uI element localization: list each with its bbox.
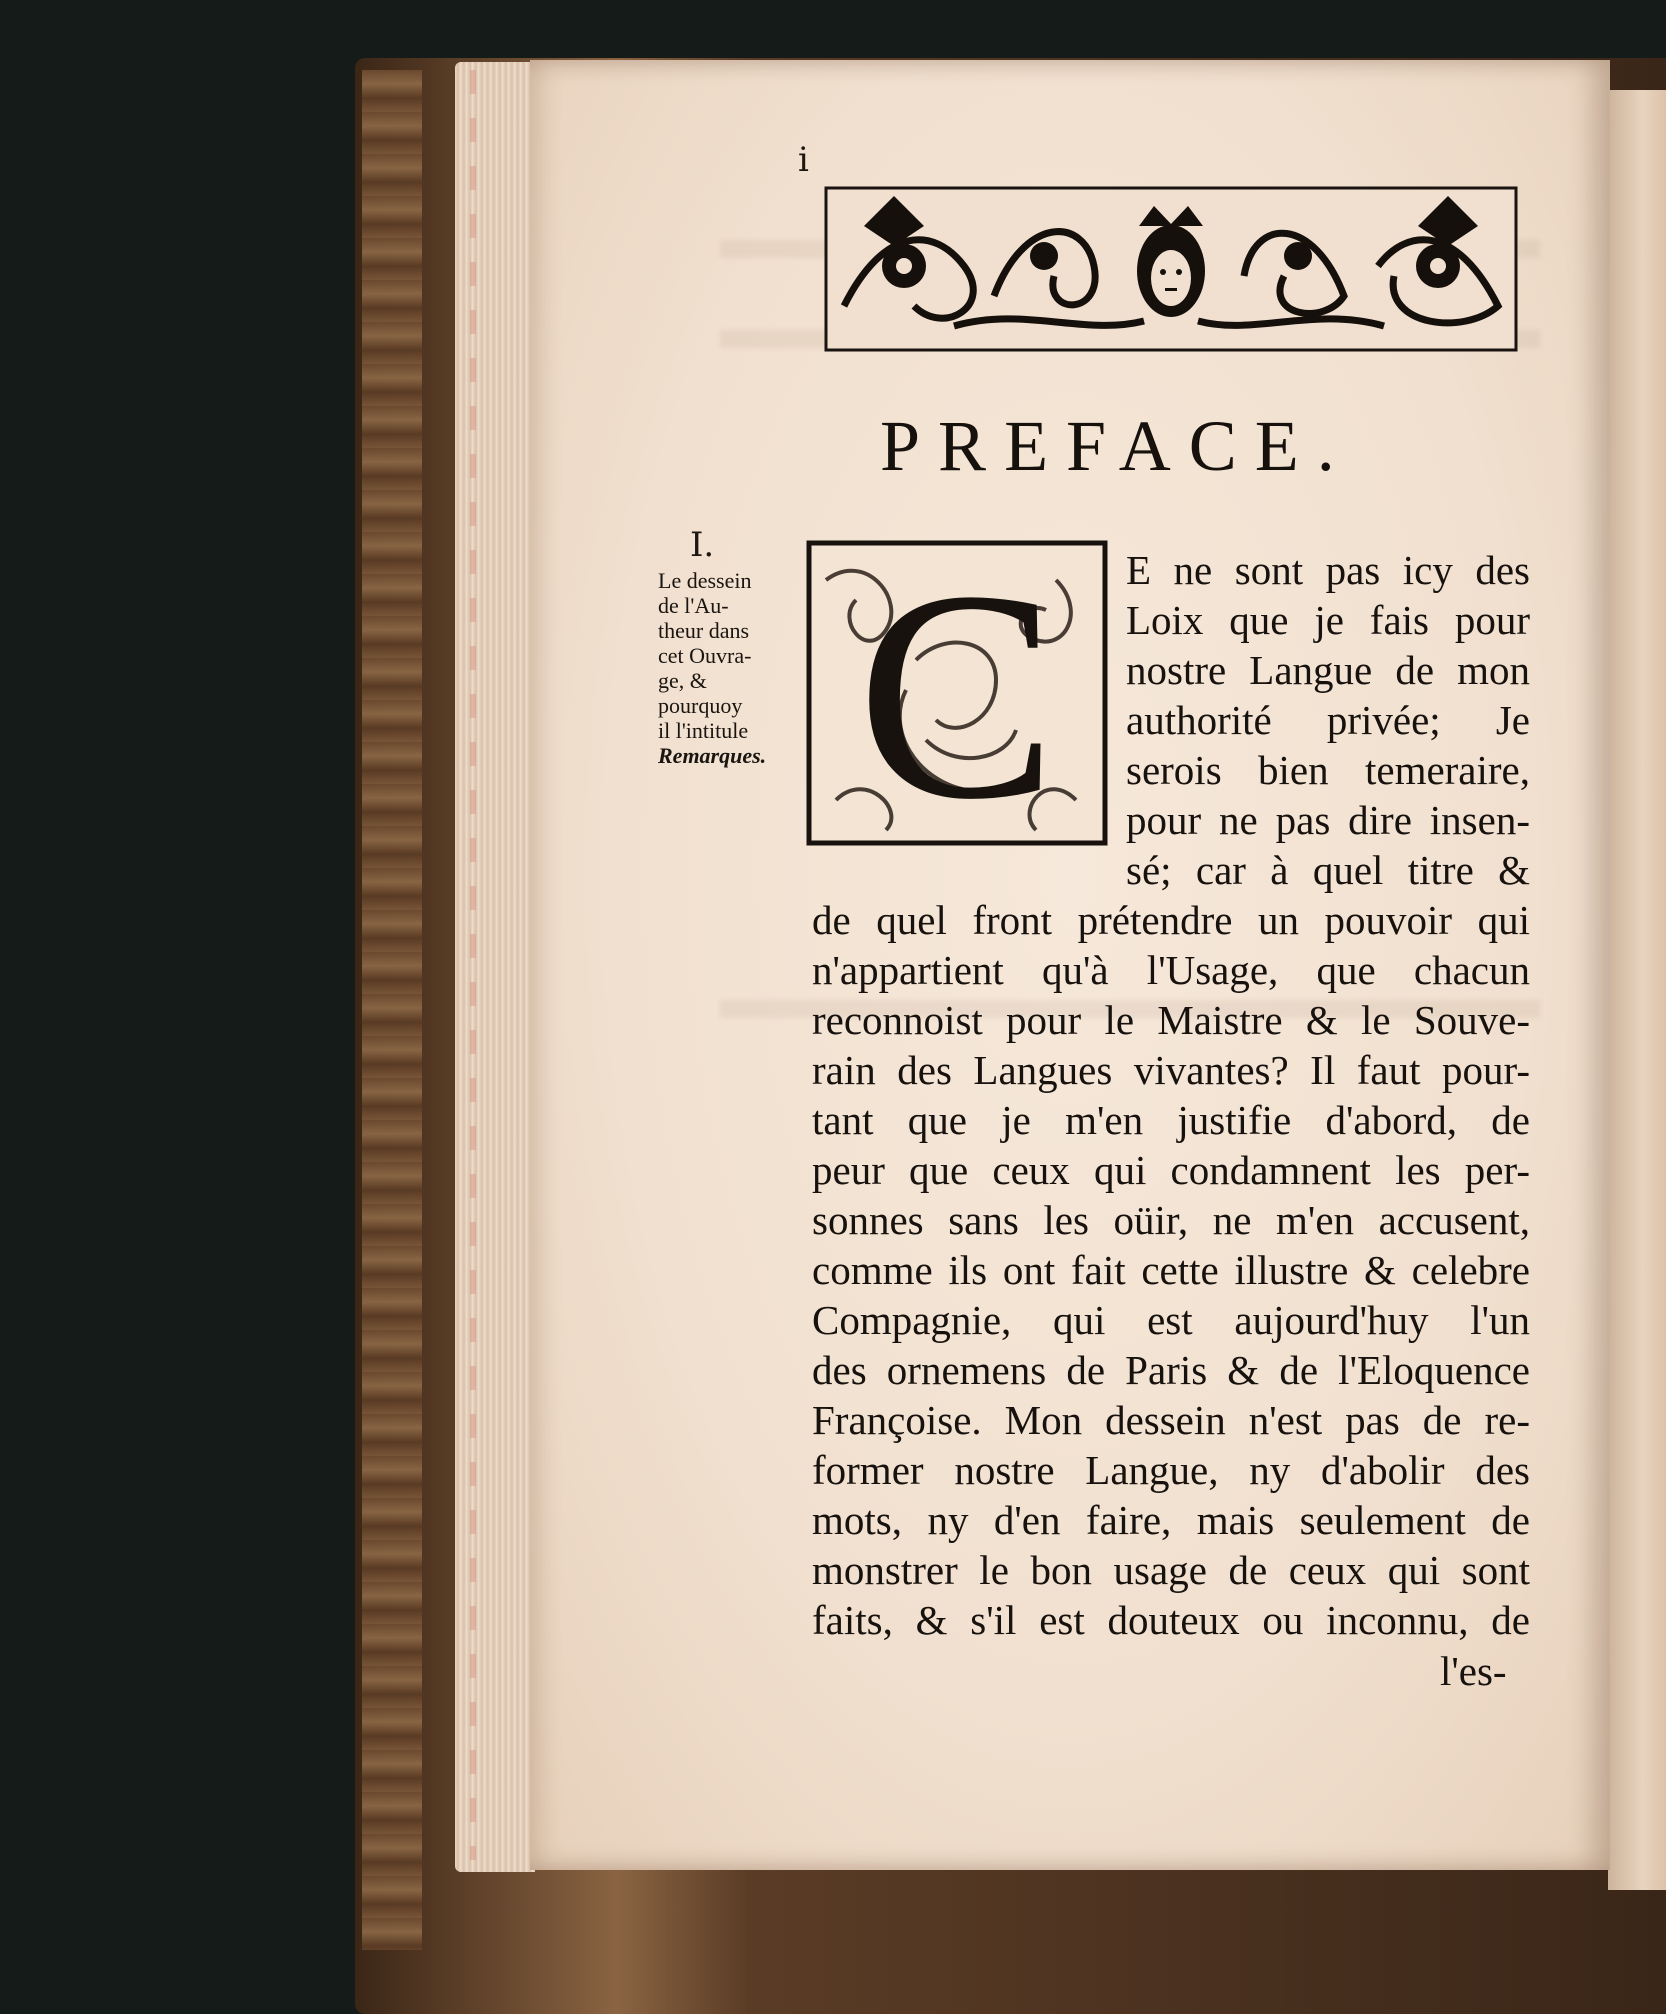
facing-page-edge	[1608, 90, 1666, 1890]
red-page-edge	[470, 70, 476, 1860]
text-line: Loix que je fais pour	[1126, 597, 1530, 643]
sidenote-line: cet Ouvra-	[658, 643, 752, 668]
text-line: tant que je m'en justifie d'abord, de	[812, 1097, 1530, 1143]
initial-letter: C	[856, 529, 1058, 861]
marginal-note	[658, 568, 798, 768]
sidenote-italic: Remarques.	[658, 743, 767, 768]
sidenote-line: il l'intitule	[658, 718, 749, 743]
sidenote-line: pourquoy	[658, 693, 743, 718]
text-line: authorité privée; Je	[1126, 697, 1530, 743]
page-stack	[455, 62, 535, 1872]
text-line: rain des Langues vivantes? Il faut pour-	[812, 1047, 1530, 1093]
text-line: de quel front prétendre un pouvoir qui	[812, 897, 1530, 943]
text-line: mots, ny d'en faire, mais seulement de	[812, 1497, 1530, 1543]
section-number: I.	[690, 525, 715, 565]
text-line: peur que ceux qui condamnent les per-	[812, 1147, 1530, 1193]
text-line: reconnoist pour le Maistre & le Souve-	[812, 997, 1530, 1043]
floral-headpiece-ornament-icon	[824, 186, 1518, 352]
sidenote-line: de l'Au-	[658, 593, 729, 618]
text-line: sé; car à quel titre &	[1126, 847, 1530, 893]
text-line: former nostre Langue, ny d'abolir des	[812, 1447, 1530, 1493]
binding-spine	[362, 70, 422, 1950]
text-line: faits, & s'il est douteux ou inconnu, de	[812, 1597, 1530, 1643]
text-line: sonnes sans les oüir, ne m'en accusent,	[812, 1197, 1530, 1243]
text-line: comme ils ont fait cette illustre & celebre	[812, 1247, 1530, 1293]
page-number: i	[798, 140, 809, 180]
text-line: n'appartient qu'à l'Usage, que chacun	[812, 947, 1530, 993]
sidenote-line: Le dessein	[658, 568, 752, 593]
text-line: Compagnie, qui est aujourd'huy l'un	[812, 1297, 1530, 1343]
text-line: E ne sont pas icy des	[1126, 547, 1530, 593]
text-line: pour ne pas dire insen-	[1126, 797, 1530, 843]
text-line: des ornemens de Paris & de l'Eloquence	[812, 1347, 1530, 1393]
sidenote-line: theur dans	[658, 618, 750, 643]
page-title: PREFACE.	[880, 406, 1353, 486]
sidenote-line: ge, &	[658, 668, 707, 693]
decorated-initial-c-icon	[806, 529, 1108, 861]
text-line: serois bien temeraire,	[1126, 747, 1530, 793]
text-line: Françoise. Mon dessein n'est pas de re-	[812, 1397, 1530, 1443]
text-line: monstrer le bon usage de ceux qui sont	[812, 1547, 1530, 1593]
text-line: nostre Langue de mon	[1126, 647, 1530, 693]
catchword: l'es-	[1440, 1648, 1507, 1694]
